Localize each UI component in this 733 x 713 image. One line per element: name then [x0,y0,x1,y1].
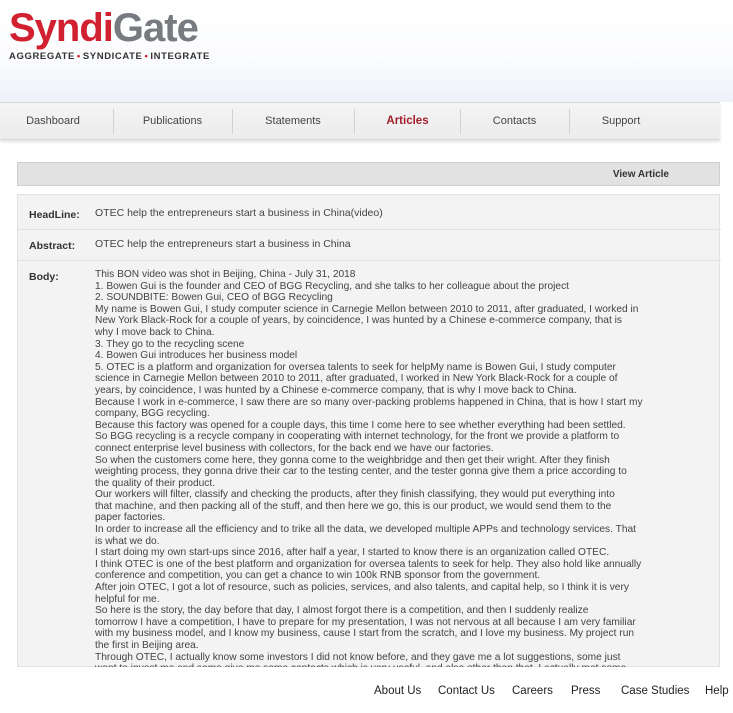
nav-articles[interactable]: Articles [386,115,429,127]
view-article-title: View Article [612,169,669,180]
headline-label: HeadLine: [29,209,80,221]
body-line: is what we do. [95,535,160,547]
tagline-integrate: INTEGRATE [150,51,210,62]
body-line: connect enterprise level business with collectors, for the back end we have our factories. [95,442,494,454]
body-line: Because I work in e-commerce, I saw there are so many over-packing problems happened in China, that is how I start my [95,396,643,408]
logo-tagline: AGGREGATE • SYNDICATE • INTEGRATE [9,51,210,62]
logo-gate: Gate [112,6,198,50]
body-line: Through OTEC, I actually know some investors I did not know before, and they gave me a lot suggestions, some just [95,651,621,663]
body-line: that machine, and then packing all of the stuff, and then here we go, this is our product, we would send them to the [95,500,612,512]
body-line: science in Carnegie Mellon between 2010 to 2011, after graduated, I worked in New York Black-Rock for a couple of [95,373,618,385]
footer-case-studies-link[interactable]: Case Studies [621,685,690,697]
site-header [0,0,733,102]
body-line: the first in Beijing area. [95,640,199,651]
nav-statements[interactable]: Statements [265,115,321,127]
body-line: In order to increase all the efficiency and to trike all the data, we developed multiple APPs and technology services. That [95,524,637,536]
body-line: After join OTEC, I got a lot of resource, such as policies, services, and also talents, and capital help, so I think it is very [95,582,629,594]
syndigate-logo[interactable] [9,8,210,62]
logo-wordmark [9,8,210,48]
body-line: So when the customers come here, they gonna come to the weighbridge and then get their wright. After they finish [95,454,610,466]
body-line: My name is Bowen Gui, I study computer science in Carnegie Mellon between 2010 to 2011, after graduated, I worked in [95,303,639,315]
nav-publications[interactable]: Publications [142,115,203,127]
body-line: weighting process, they gonna drive their car to the testing center, and the tester gonna give them a price according to [95,466,627,478]
abstract-label: Abstract: [29,240,76,252]
body-line: Our workers will filter, classify and checking the products, after they finish classifying, they would put everything into [95,489,615,501]
footer-help-link[interactable]: Help [705,685,729,697]
body-line: Because this factory was opened for a couple days, this time I come here to see whether everything had been settled. [95,419,626,431]
body-line: the quality of their product. [95,477,216,489]
body-line: 1. Bowen Gui is the founder and CEO of BGG Recycling, and she talks to her colleague about the project [95,280,569,292]
nav-support[interactable]: Support [601,115,641,127]
body-line: I start doing my own start-ups since 2016, after half a year, I started to know there is an organization called OTEC. [95,547,610,559]
row-divider [18,229,721,230]
body-line: New York Black-Rock for a couple of years, by coincidence, I was hunted by a Chinese e-commerce company, that is [95,315,622,327]
body-line: This BON video was shot in Beijing, China - July 31, 2018 [95,269,356,280]
body-label: Body: [29,271,59,283]
footer-press-link[interactable]: Press [571,685,601,697]
headline-value: OTEC help the entrepreneurs start a business in China(video) [95,207,383,219]
footer-careers-link[interactable]: Careers [512,685,553,697]
body-line: 3. They go to the recycling scene [95,338,245,350]
footer-contact-us-link[interactable]: Contact Us [438,685,495,697]
body-line: conference and competition, you can get a chance to win 100k RNB sponsor from the government. [95,570,541,582]
body-line: 5. OTEC is a platform and organization for oversea talents to seek for helpMy name is Bowen Gui, I study computer [95,361,616,373]
body-line: 2. SOUNDBITE: Bowen Gui, CEO of BGG Recycling [95,292,333,304]
abstract-value: OTEC help the entrepreneurs start a business in China [95,238,351,250]
body-line: company, BGG recycling. [95,408,210,420]
body-line: 4. Bowen Gui introduces her business model [95,350,298,362]
nav-dashboard[interactable]: Dashboard [26,115,80,127]
body-line: tomorrow I have a competition, I have to prepare for my presentation, I was not nervous at all because I am very familiar [95,616,636,628]
body-line: So here is the story, the day before that day, I almost forgot there is a competition, and then I suddenly realize [95,605,589,617]
body-line: So BGG recycling is a recycle company in cooperating with internet technology, for the front we provide a platform to [95,431,620,443]
nav-contacts[interactable]: Contacts [492,115,537,127]
body-line: helpful for me. [95,593,160,605]
body-line: I think OTEC is one of the best platform and organization for oversea talents to seek for help. They also hold like annually [95,558,642,570]
article-panel [17,194,720,667]
row-divider [18,260,721,261]
footer-about-us-link[interactable]: About Us [374,685,422,697]
body-line: with my business model, and I know my business, cause I start from the scratch, and I love my business. My project run [95,628,635,640]
logo-syndi: Syndi [9,6,113,50]
article-body [95,269,705,675]
body-line: years, by coincidence, I was hunted by a Chinese e-commerce company, that is why I move back to China. [95,384,577,396]
tagline-syndicate: SYNDICATE [82,51,143,62]
view-article-bar [17,162,720,186]
site-footer [0,667,733,713]
body-line: why I move back to China. [95,326,215,338]
body-line: paper factories. [95,512,166,524]
main-nav [0,102,720,140]
tagline-aggregate: AGGREGATE [9,51,75,62]
